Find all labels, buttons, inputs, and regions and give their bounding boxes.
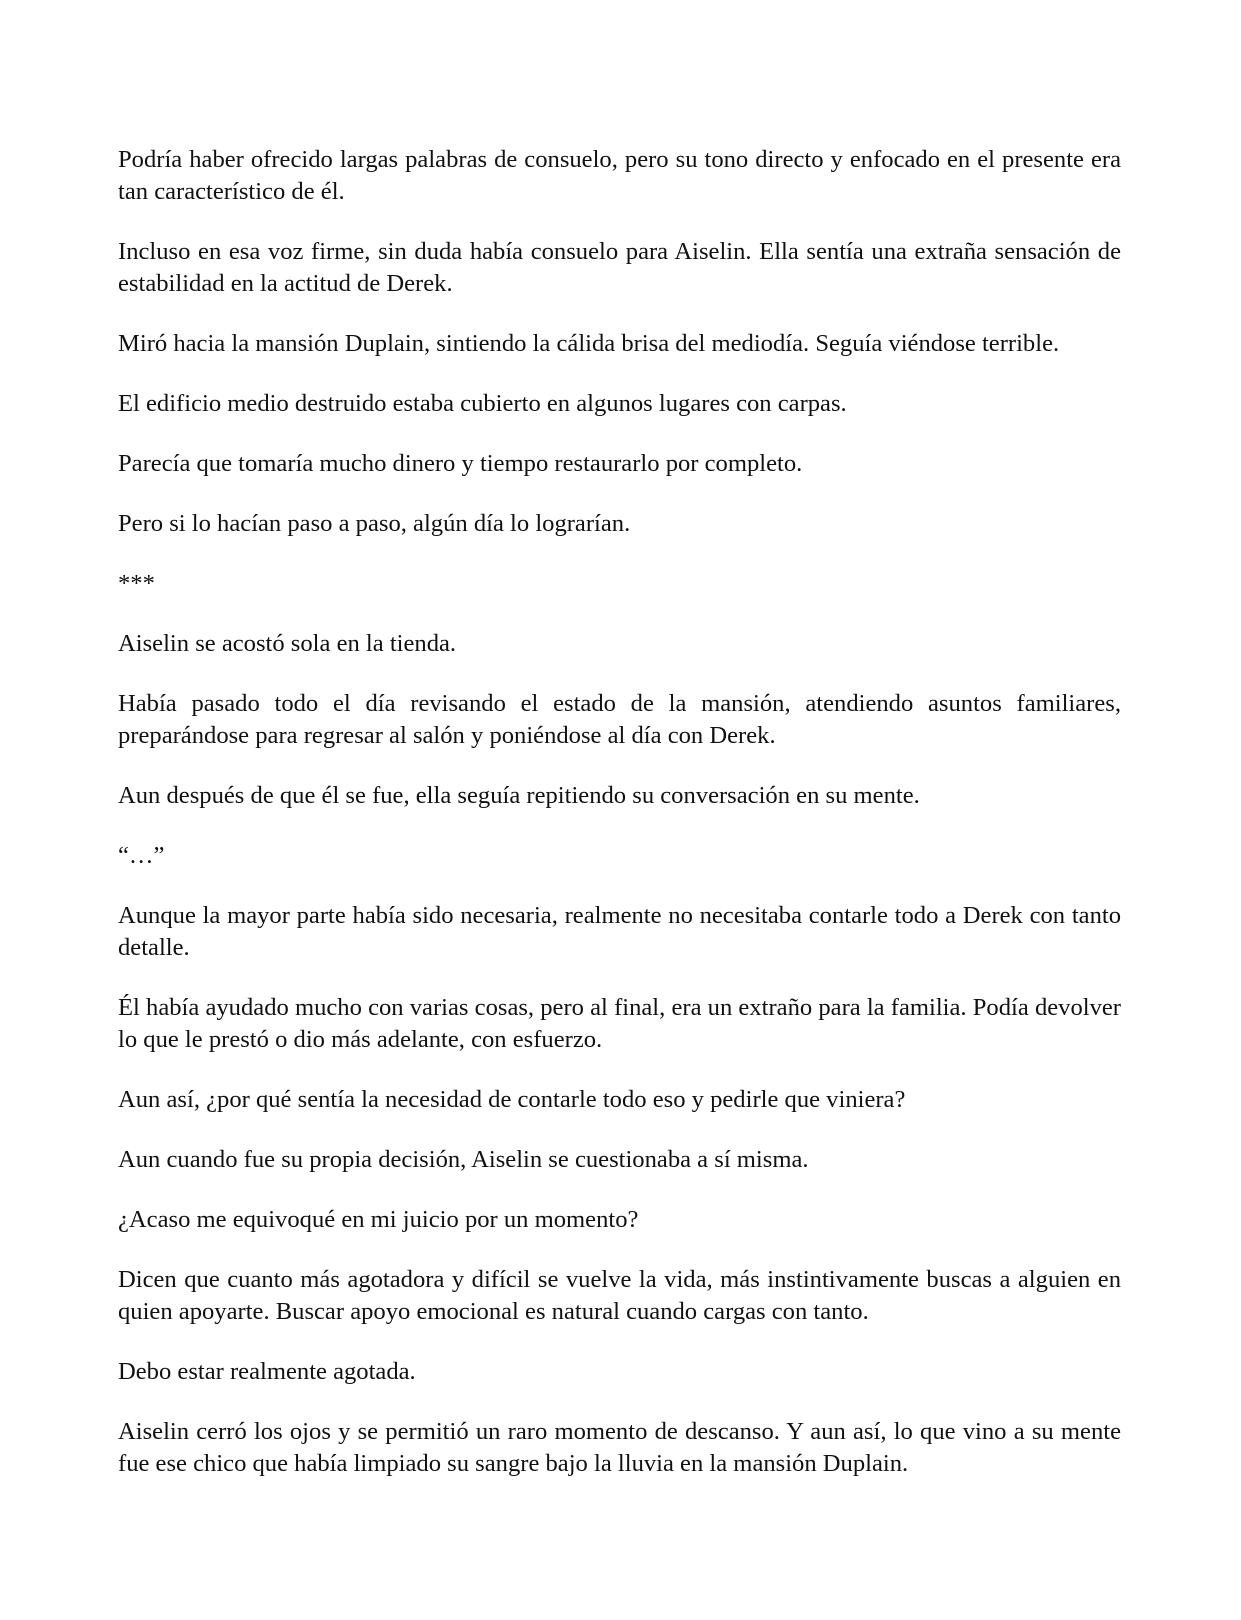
paragraph: ¿Acaso me equivoqué en mi juicio por un momento?: [118, 1206, 639, 1233]
paragraph: Aun después de que él se fue, ella seguía repitiendo su conversación en su mente.: [118, 782, 920, 809]
paragraph: Aiselin cerró los ojos y se permitió un raro momento de descanso. Y aun así, lo que vino a su mente fue ese chico que había limpiado su sangre bajo la lluvia en la mansión Duplain.: [118, 1418, 1121, 1477]
paragraph: Aunque la mayor parte había sido necesaria, realmente no necesitaba contarle todo a Derek con tanto detalle.: [118, 902, 1121, 961]
paragraph: Dicen que cuanto más agotadora y difícil se vuelve la vida, más instintivamente buscas a alguien en quien apoyarte. Buscar apoyo emocional es natural cuando cargas con tanto.: [118, 1266, 1121, 1325]
paragraph: Debo estar realmente agotada.: [118, 1358, 416, 1385]
paragraph: Aun así, ¿por qué sentía la necesidad de contarle todo eso y pedirle que viniera?: [118, 1086, 906, 1113]
paragraph: Podría haber ofrecido largas palabras de consuelo, pero su tono directo y enfocado en el presente era tan característico de él.: [118, 146, 1121, 205]
paragraph: Había pasado todo el día revisando el estado de la mansión, atendiendo asuntos familiares, preparándose para regresar al salón y poniéndose al día con Derek.: [118, 690, 1121, 749]
scene-break: ***: [118, 570, 155, 597]
document-body: [118, 144, 1121, 1508]
paragraph: Él había ayudado mucho con varias cosas, pero al final, era un extraño para la familia. Podía devolver lo que le prestó o dio más adelante, con esfuerzo.: [118, 994, 1121, 1053]
paragraph: El edificio medio destruido estaba cubierto en algunos lugares con carpas.: [118, 390, 847, 417]
paragraph: Miró hacia la mansión Duplain, sintiendo la cálida brisa del mediodía. Seguía viéndose terrible.: [118, 330, 1060, 357]
paragraph: Parecía que tomaría mucho dinero y tiempo restaurarlo por completo.: [118, 450, 803, 477]
paragraph: Aun cuando fue su propia decisión, Aiselin se cuestionaba a sí misma.: [118, 1146, 809, 1173]
paragraph: Pero si lo hacían paso a paso, algún día lo lograrían.: [118, 510, 631, 537]
paragraph: Incluso en esa voz firme, sin duda había consuelo para Aiselin. Ella sentía una extraña sensación de estabilidad en la actitud de Derek.: [118, 238, 1121, 297]
dialogue-ellipsis: “…”: [118, 842, 165, 869]
paragraph: Aiselin se acostó sola en la tienda.: [118, 630, 457, 657]
